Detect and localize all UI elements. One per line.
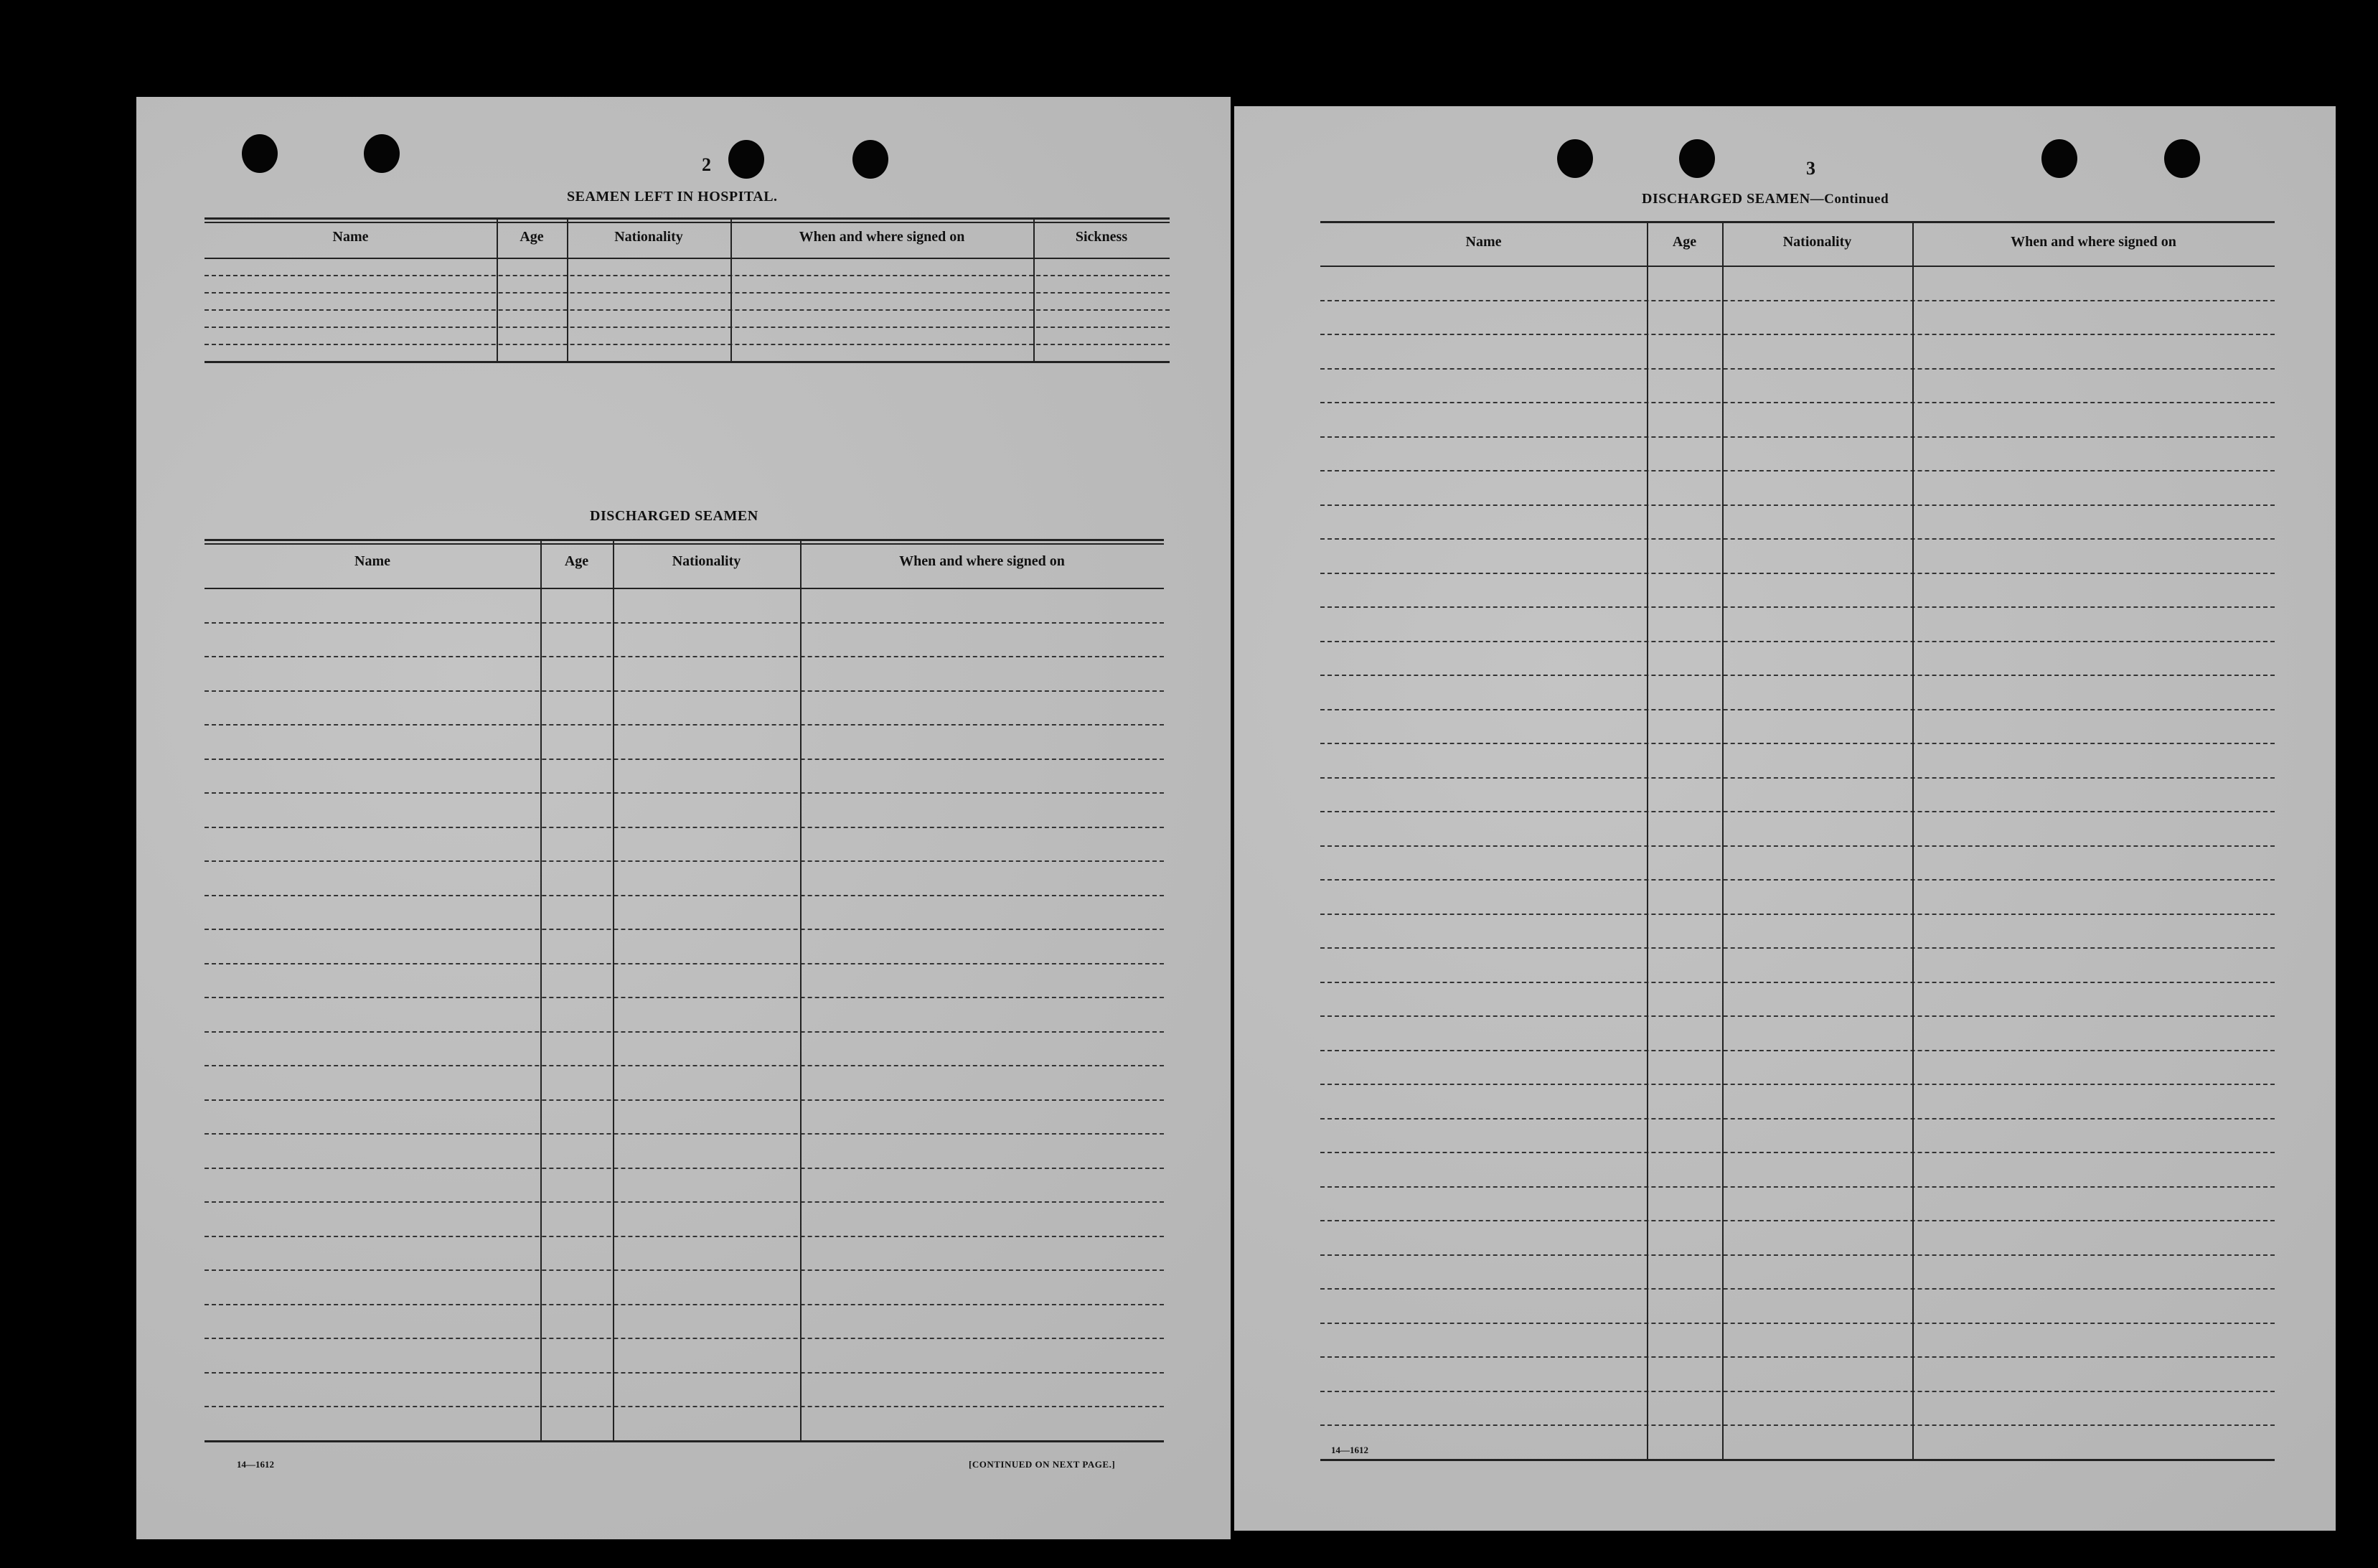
table-row bbox=[1320, 709, 2275, 710]
table-row bbox=[1320, 470, 2275, 471]
column-divider bbox=[613, 539, 614, 1440]
column-divider bbox=[1647, 221, 1648, 1459]
table-row bbox=[205, 759, 1164, 760]
column-header-when-and-where-signed-on: When and where signed on bbox=[799, 229, 965, 245]
table-top-rule bbox=[205, 222, 1170, 223]
table-row bbox=[1320, 1424, 2275, 1426]
discharged-continued-title: DISCHARGED SEAMEN—Continued bbox=[1642, 191, 1889, 207]
column-divider bbox=[567, 217, 568, 361]
table-row bbox=[1320, 675, 2275, 676]
table-row bbox=[1320, 743, 2275, 744]
column-divider bbox=[497, 217, 498, 361]
column-header-sickness: Sickness bbox=[1075, 229, 1128, 245]
punch-hole bbox=[2164, 139, 2200, 178]
table-row bbox=[1320, 573, 2275, 574]
punch-hole bbox=[1679, 139, 1715, 178]
table-row bbox=[1320, 334, 2275, 335]
page-number: 2 bbox=[702, 154, 711, 175]
table-row bbox=[205, 1406, 1164, 1407]
table-row bbox=[1320, 1015, 2275, 1017]
column-header-when-and-where-signed-on: When and where signed on bbox=[899, 553, 1065, 569]
column-divider bbox=[1912, 221, 1914, 1459]
table-row bbox=[1320, 1356, 2275, 1358]
right-page bbox=[1234, 106, 2336, 1531]
table-row bbox=[205, 656, 1164, 657]
punch-hole bbox=[242, 134, 278, 173]
page-number: 3 bbox=[1806, 158, 1815, 179]
table-row bbox=[205, 1065, 1164, 1066]
left-page bbox=[136, 97, 1231, 1539]
table-row bbox=[1320, 436, 2275, 438]
table-row bbox=[205, 622, 1164, 624]
table-row bbox=[205, 1304, 1164, 1305]
table-row bbox=[205, 929, 1164, 930]
punch-hole bbox=[1557, 139, 1593, 178]
table-row bbox=[205, 1099, 1164, 1101]
table-row bbox=[205, 1236, 1164, 1237]
punch-hole bbox=[2041, 139, 2077, 178]
table-row bbox=[205, 895, 1164, 896]
table-row bbox=[1320, 1459, 2275, 1461]
punch-hole bbox=[364, 134, 400, 173]
table-row bbox=[205, 1133, 1164, 1135]
table-row bbox=[1320, 811, 2275, 812]
column-divider bbox=[1033, 217, 1035, 361]
table-row bbox=[205, 1269, 1164, 1271]
table-row bbox=[1320, 1220, 2275, 1221]
table-row bbox=[205, 344, 1170, 345]
column-divider bbox=[540, 539, 542, 1440]
table-row bbox=[1320, 845, 2275, 847]
punch-hole bbox=[852, 140, 888, 179]
table-top-rule bbox=[205, 543, 1164, 545]
punch-hole bbox=[728, 140, 764, 179]
table-row bbox=[205, 1440, 1164, 1442]
column-header-when-and-where-signed-on: When and where signed on bbox=[2011, 234, 2176, 250]
column-header-age: Age bbox=[564, 553, 589, 569]
column-divider bbox=[800, 539, 802, 1440]
hospital-section-title: SEAMEN LEFT IN HOSPITAL. bbox=[567, 189, 778, 205]
table-row bbox=[1320, 641, 2275, 642]
table-row bbox=[205, 997, 1164, 998]
header-bottom-rule bbox=[1320, 266, 2275, 267]
discharged-section-title: DISCHARGED SEAMEN bbox=[590, 508, 758, 524]
table-row bbox=[1320, 1323, 2275, 1324]
table-row bbox=[1320, 402, 2275, 403]
table-row bbox=[1320, 1084, 2275, 1085]
table-row bbox=[205, 361, 1170, 363]
table-row bbox=[1320, 879, 2275, 881]
column-header-nationality: Nationality bbox=[1782, 234, 1852, 250]
column-header-name: Name bbox=[1465, 234, 1502, 250]
table-row bbox=[1320, 777, 2275, 779]
table-top-rule bbox=[205, 539, 1164, 541]
table-row bbox=[205, 1031, 1164, 1033]
table-row bbox=[205, 1201, 1164, 1203]
header-bottom-rule bbox=[205, 258, 1170, 259]
table-row bbox=[205, 1338, 1164, 1339]
table-row bbox=[205, 275, 1170, 276]
form-number: 14—1612 bbox=[237, 1459, 274, 1470]
table-row bbox=[1320, 1118, 2275, 1119]
table-row bbox=[205, 827, 1164, 828]
table-row bbox=[205, 327, 1170, 328]
column-header-nationality: Nationality bbox=[672, 553, 741, 569]
table-row bbox=[205, 963, 1164, 964]
table-row bbox=[1320, 982, 2275, 983]
column-header-nationality: Nationality bbox=[614, 229, 683, 245]
table-row bbox=[205, 1372, 1164, 1374]
form-number: 14—1612 bbox=[1331, 1445, 1368, 1455]
table-row bbox=[205, 309, 1170, 311]
column-divider bbox=[1722, 221, 1724, 1459]
table-row bbox=[205, 860, 1164, 862]
table-row bbox=[1320, 1152, 2275, 1153]
table-top-rule bbox=[1320, 221, 2275, 223]
table-row bbox=[1320, 538, 2275, 540]
table-row bbox=[1320, 1254, 2275, 1256]
table-row bbox=[205, 690, 1164, 692]
continued-note: [CONTINUED ON NEXT PAGE.] bbox=[969, 1459, 1116, 1470]
table-row bbox=[1320, 368, 2275, 370]
header-bottom-rule bbox=[205, 588, 1164, 589]
table-row bbox=[1320, 1391, 2275, 1392]
table-row bbox=[205, 792, 1164, 794]
table-row bbox=[1320, 1288, 2275, 1290]
table-row bbox=[205, 1168, 1164, 1169]
table-row bbox=[1320, 300, 2275, 301]
table-row bbox=[1320, 1050, 2275, 1051]
table-row bbox=[1320, 504, 2275, 506]
table-row bbox=[1320, 914, 2275, 915]
table-row bbox=[1320, 1186, 2275, 1188]
table-row bbox=[205, 292, 1170, 294]
table-row bbox=[1320, 947, 2275, 949]
column-header-age: Age bbox=[1672, 234, 1697, 250]
column-header-age: Age bbox=[520, 229, 544, 245]
table-top-rule bbox=[205, 217, 1170, 220]
column-header-name: Name bbox=[354, 553, 390, 569]
table-row bbox=[1320, 606, 2275, 608]
column-header-name: Name bbox=[332, 229, 369, 245]
table-row bbox=[205, 724, 1164, 726]
column-divider bbox=[730, 217, 732, 361]
